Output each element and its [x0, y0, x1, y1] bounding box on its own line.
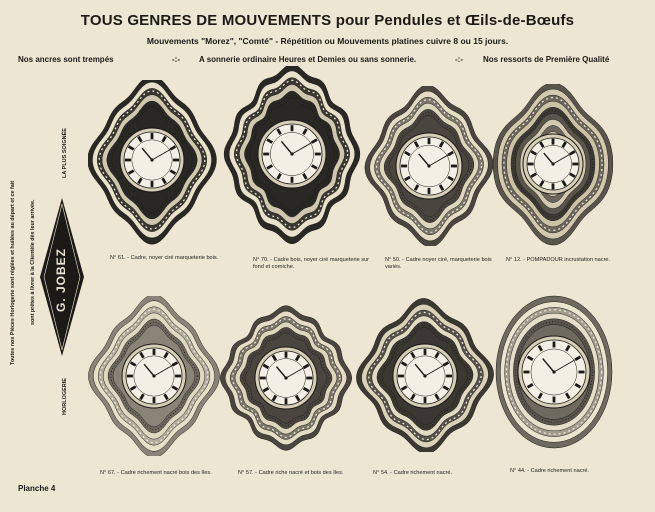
clock-caption: N° 70. - Cadre bois, noyer ciré marqueterie sur fond et corniche. [253, 257, 370, 270]
clock-illustration-icon [488, 288, 620, 456]
clock-illustration-icon [488, 84, 618, 246]
info-right: Nos ressorts de Première Qualité [483, 55, 610, 64]
side-tag-top: LA PLUS SOIGNÉE [62, 128, 68, 178]
brand-name: G. JOBEZ [54, 247, 68, 312]
clock-illustration-icon [218, 304, 354, 452]
clock-illustration-icon [88, 296, 220, 456]
clock-illustration-icon [88, 80, 218, 245]
clock-item [356, 298, 494, 476]
clock-caption: N° 54. - Cadre richement nacré. [373, 470, 453, 476]
info-separator-2: -:- [455, 55, 463, 64]
side-notice-line2: sont prêtes à livrer à la Clientèle dès leur arrivée. [30, 199, 36, 325]
page-subtitle: Mouvements "Morez", "Comté" - Répétition ou Mouvements platines cuivre 8 ou 15 jours. [146, 36, 509, 46]
clock-illustration-icon [364, 86, 494, 246]
clock-caption: N° 50. - Cadre noyer ciré, marqueterie bois variés. [385, 257, 492, 270]
clock-caption: N° 61. - Cadre, noyer ciré marqueterie bois. [110, 255, 219, 261]
clock-illustration-icon [222, 66, 362, 246]
clock-item [88, 80, 219, 261]
plate-number: Planche 4 [18, 484, 56, 493]
clock-item [88, 296, 220, 476]
side-tag-bottom: HORLOGERIE [62, 378, 68, 415]
clock-item [222, 66, 370, 270]
clock-item [488, 288, 620, 474]
info-center: A sonnerie ordinaire Heures et Demies ou sans sonnerie. [199, 55, 417, 64]
clock-caption: N° 44. - Cadre richement nacré. [510, 468, 590, 474]
info-left: Nos ancres sont trempés [18, 55, 114, 64]
clock-caption: N° 67. - Cadre richement nacré bois des Iles. [100, 470, 212, 476]
clock-illustration-icon [356, 298, 494, 452]
clock-item [364, 86, 494, 270]
clock-caption: N° 12. - POMPADOUR incrustation nacre. [506, 257, 611, 263]
clock-caption: N° 57. - Cadre riche nacré et bois des Iles. [238, 470, 344, 476]
side-notice-line1: Toutes nos Pièces Horlogerie sont réglées et huilées au départ et ce fait [10, 180, 16, 365]
clock-item [488, 84, 618, 263]
page-title: TOUS GENRES DE MOUVEMENTS pour Pendules et Œils-de-Bœufs [80, 12, 575, 29]
clock-item [218, 304, 354, 476]
info-separator-1: -:- [172, 55, 180, 64]
